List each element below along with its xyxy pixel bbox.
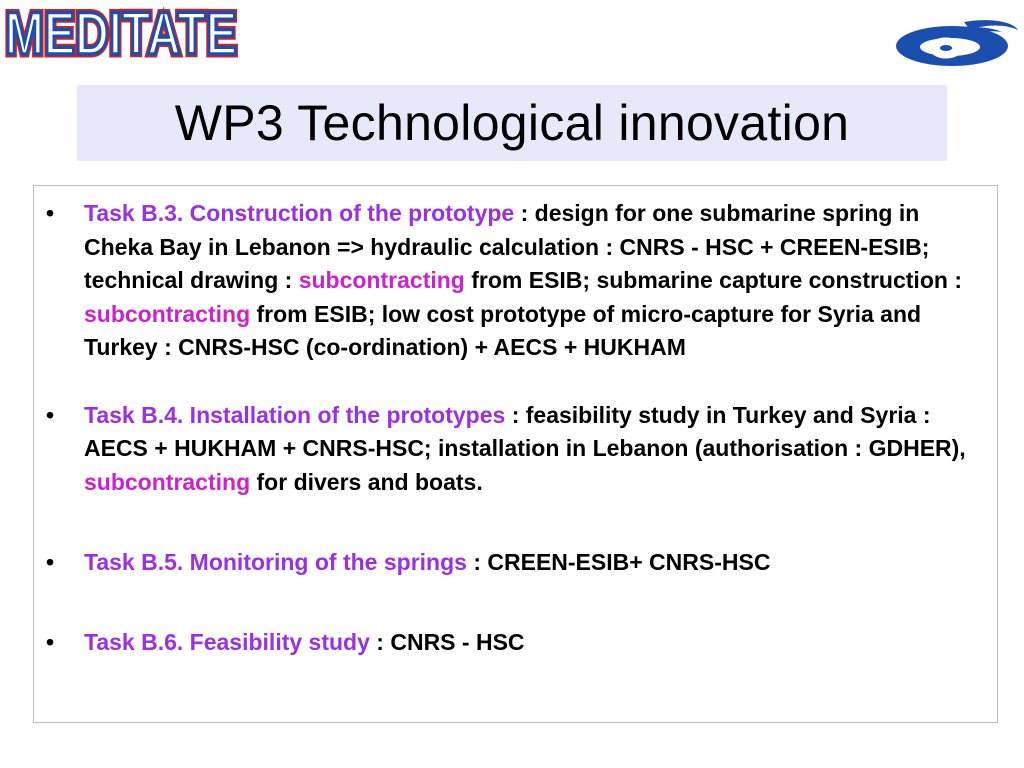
task-text: : CNRS - HSC (369, 628, 525, 655)
list-item-task-b4 (46, 399, 989, 500)
slide-title: WP3 Technological innovation (174, 95, 850, 151)
task-label: Task B.4. Installation of the prototypes (84, 401, 506, 428)
subcontracting-highlight: subcontracting (298, 267, 465, 293)
bullet-icon: • (46, 549, 55, 575)
list-item-task-b6 (46, 626, 989, 660)
task-text: for divers and boats. (250, 468, 483, 495)
task-text: : design for one submarine spring in Cheka Bay in Lebanon => hydraulic calculation : CNRS - HSC + CREEN-ESIB; technical drawing : (84, 200, 930, 293)
meditate-logo (2, 0, 240, 64)
task-list (46, 197, 989, 659)
meditate-logo-text: MEDITATE (5, 0, 238, 64)
bullet-icon: • (46, 628, 55, 655)
task-text: from ESIB; submarine capture construction : (464, 267, 962, 293)
bullet-icon: • (46, 401, 55, 428)
subcontracting-highlight: subcontracting (84, 300, 251, 327)
list-item-task-b5 (46, 546, 989, 580)
task-text: : feasibility study in Turkey and Syria : AECS + HUKHAM + CNRS-HSC; installation in Lebanon (authorisation : GDHER), (84, 401, 966, 461)
bullet-icon: • (46, 200, 55, 226)
task-label: Task B.5. Monitoring of the springs (84, 549, 467, 575)
subcontracting-highlight: subcontracting (84, 468, 251, 495)
task-text: from ESIB; low cost prototype of micro-capture for Syria and Turkey : CNRS-HSC (co-ordination) + AECS + HUKHAM (84, 300, 922, 360)
content-box (33, 185, 998, 723)
task-label: Task B.6. Feasibility study (84, 628, 370, 655)
task-label: Task B.3. Construction of the prototype (84, 200, 515, 226)
task-text: : CREEN-ESIB+ CNRS-HSC (466, 549, 771, 575)
meditate-logo-text-outline: MEDITATE (5, 0, 238, 64)
list-item-task-b3 (46, 197, 989, 365)
fp6-logo-icon (894, 16, 1022, 70)
title-banner (77, 85, 947, 161)
